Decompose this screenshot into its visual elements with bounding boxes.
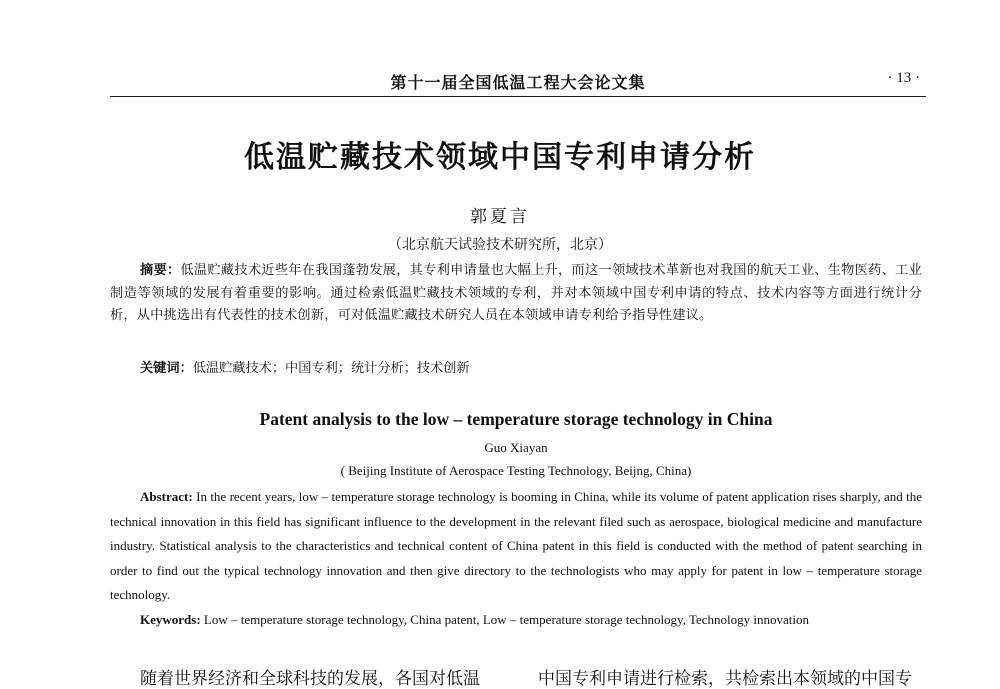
english-author: Guo Xiayan [484, 440, 548, 455]
english-keywords-text: Low – temperature storage technology, China patent, Low – temperature storage technology, Technology innovation [203, 612, 810, 627]
body-left-column: 随着世界经济和全球科技的发展，各国对低温 [140, 669, 480, 689]
chinese-keywords [140, 357, 470, 376]
chinese-title: 低温贮藏技术领域中国专利申请分析 [244, 140, 756, 175]
chinese-affiliation: （北京航天试验技术研究所，北京） [388, 237, 612, 253]
english-abstract-label: Abstract: [140, 489, 193, 504]
english-keywords-label: Keywords: [140, 612, 201, 627]
english-keywords [140, 612, 809, 628]
body-right-column: 中国专利申请进行检索，共检索出本领域的中国专 [538, 669, 912, 689]
chinese-keywords-label: 关键词： [140, 361, 193, 376]
english-abstract-text: In the recent years, low – temperature storage technology is booming in China, while its volume of patent application rises sharply, and the technical innovation in this field has significant influence to the development in the relevant filed such as aerospace, biological medicine and manufacture industry. Statistical analysis to the characteristics and technical content of China patent in this field is conducted with the method of patent searching in order to find out the typical technology innovation and then give directory to the technologists who may apply for patent in low – temperature storage technology. [110, 489, 923, 602]
chinese-abstract [110, 260, 922, 328]
journal-title: 第十一届全国低温工程大会论文集 [390, 73, 646, 92]
english-abstract [110, 485, 922, 608]
english-title: Patent analysis to the low – temperature storage technology in China [259, 409, 773, 429]
chinese-keywords-text: 低温贮藏技术；中国专利；统计分析；技术创新 [192, 361, 470, 376]
chinese-abstract-text: 低温贮藏技术近些年在我国蓬勃发展，其专利申请量也大幅上升，而这一领域技术革新也对我国的航天工业、生物医药、工业制造等领域的发展有着重要的影响。通过检索低温贮藏技术领域的专利，并对本领域中国专利申请的特点、技术内容等方面进行统计分析，从中挑选出有代表性的技术创新，可对低温贮藏技术研究人员在本领域申请专利给予指导性建议。 [110, 263, 922, 323]
running-header [110, 68, 926, 97]
chinese-author: 郭夏言 [470, 207, 530, 227]
chinese-abstract-label: 摘要： [140, 263, 181, 278]
page-number: · 13 · [887, 70, 920, 86]
english-affiliation: ( Beijing Institute of Aerospace Testing Technology, Beijng, China) [340, 463, 692, 478]
